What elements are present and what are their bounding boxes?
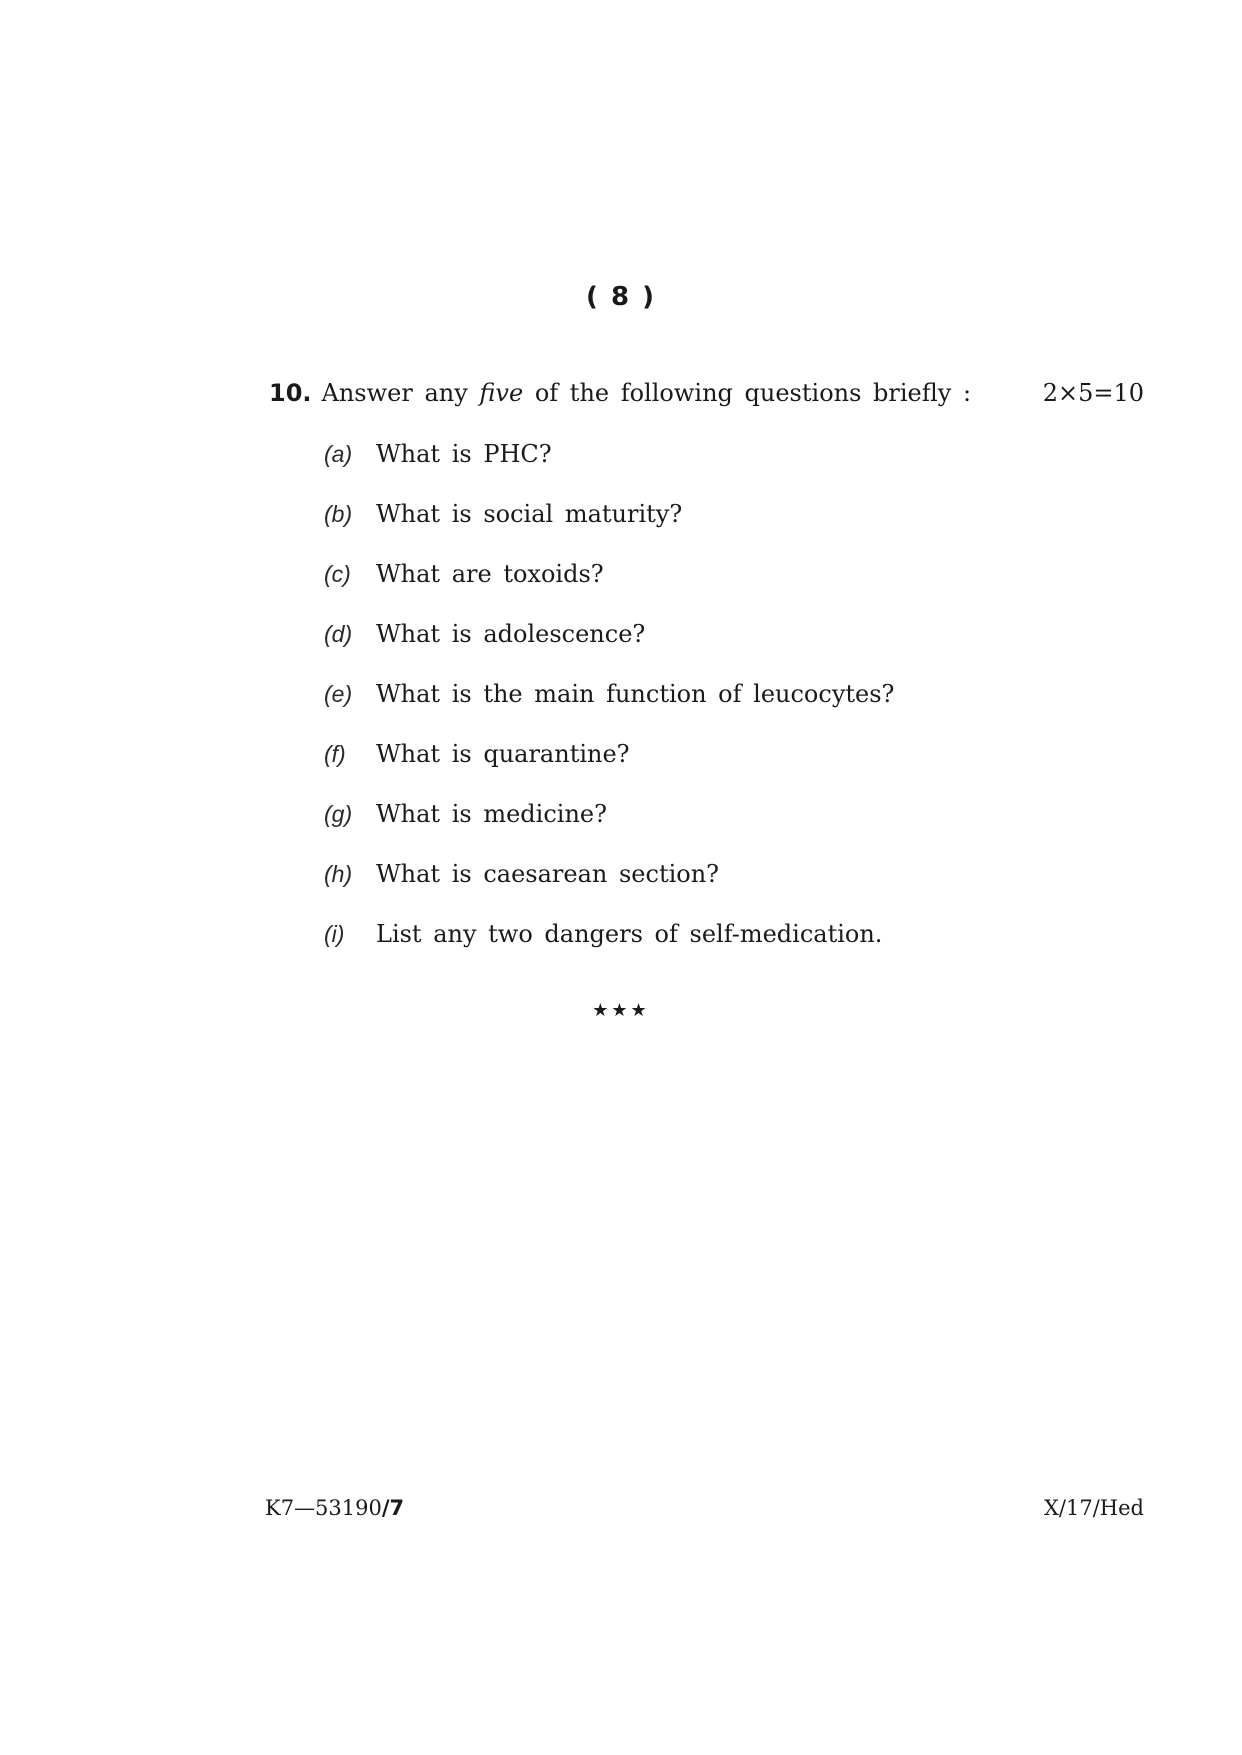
sub-question-text: What is social maturity?	[376, 500, 683, 528]
sub-question-e	[324, 679, 894, 739]
sub-question-b	[324, 499, 894, 559]
question-stem-emphasis: five	[479, 379, 524, 407]
question-stem-end: of the following questions briefly :	[523, 379, 972, 407]
sub-question-label: (e)	[324, 681, 353, 707]
sub-question-text: What is the main function of leucocytes?	[376, 680, 895, 708]
sub-question-label: (c)	[324, 561, 351, 587]
sub-question-label: (g)	[324, 801, 353, 827]
question-stem-start: Answer any	[321, 379, 480, 407]
question-marks: 2×5=10	[1042, 379, 1144, 407]
sub-question-g	[324, 799, 894, 859]
sub-question-label: (i)	[324, 921, 345, 947]
sub-question-d	[324, 619, 894, 679]
footer-code-prefix: K7—53190	[265, 1496, 382, 1520]
sub-question-text: What is PHC?	[376, 440, 552, 468]
footer-paper-code: X/17/Hed	[1043, 1496, 1144, 1520]
sub-question-c	[324, 559, 894, 619]
sub-question-text: What is medicine?	[376, 800, 607, 828]
sub-question-label: (f)	[324, 741, 346, 767]
question-number: 10.	[269, 379, 312, 407]
question-stem	[322, 379, 972, 407]
sub-question-a	[324, 439, 894, 499]
sub-question-label: (a)	[324, 441, 353, 467]
sub-question-label: (b)	[324, 501, 353, 527]
sub-question-text: What is caesarean section?	[376, 860, 720, 888]
sub-question-label: (d)	[324, 621, 353, 647]
question-10	[269, 379, 1144, 407]
end-of-paper-stars: ★★★	[592, 1000, 650, 1021]
sub-question-h	[324, 859, 894, 919]
sub-question-text: List any two dangers of self-medication.	[376, 920, 883, 948]
sub-question-list	[324, 439, 894, 979]
sub-question-text: What is adolescence?	[376, 620, 646, 648]
sub-question-i	[324, 919, 894, 979]
footer-code-suffix: /7	[381, 1496, 405, 1520]
sub-question-text: What are toxoids?	[376, 560, 604, 588]
sub-question-label: (h)	[324, 861, 353, 887]
page-number: ( 8 )	[586, 282, 656, 312]
footer-booklet-code	[265, 1496, 404, 1520]
sub-question-text: What is quarantine?	[376, 740, 630, 768]
sub-question-f	[324, 739, 894, 799]
